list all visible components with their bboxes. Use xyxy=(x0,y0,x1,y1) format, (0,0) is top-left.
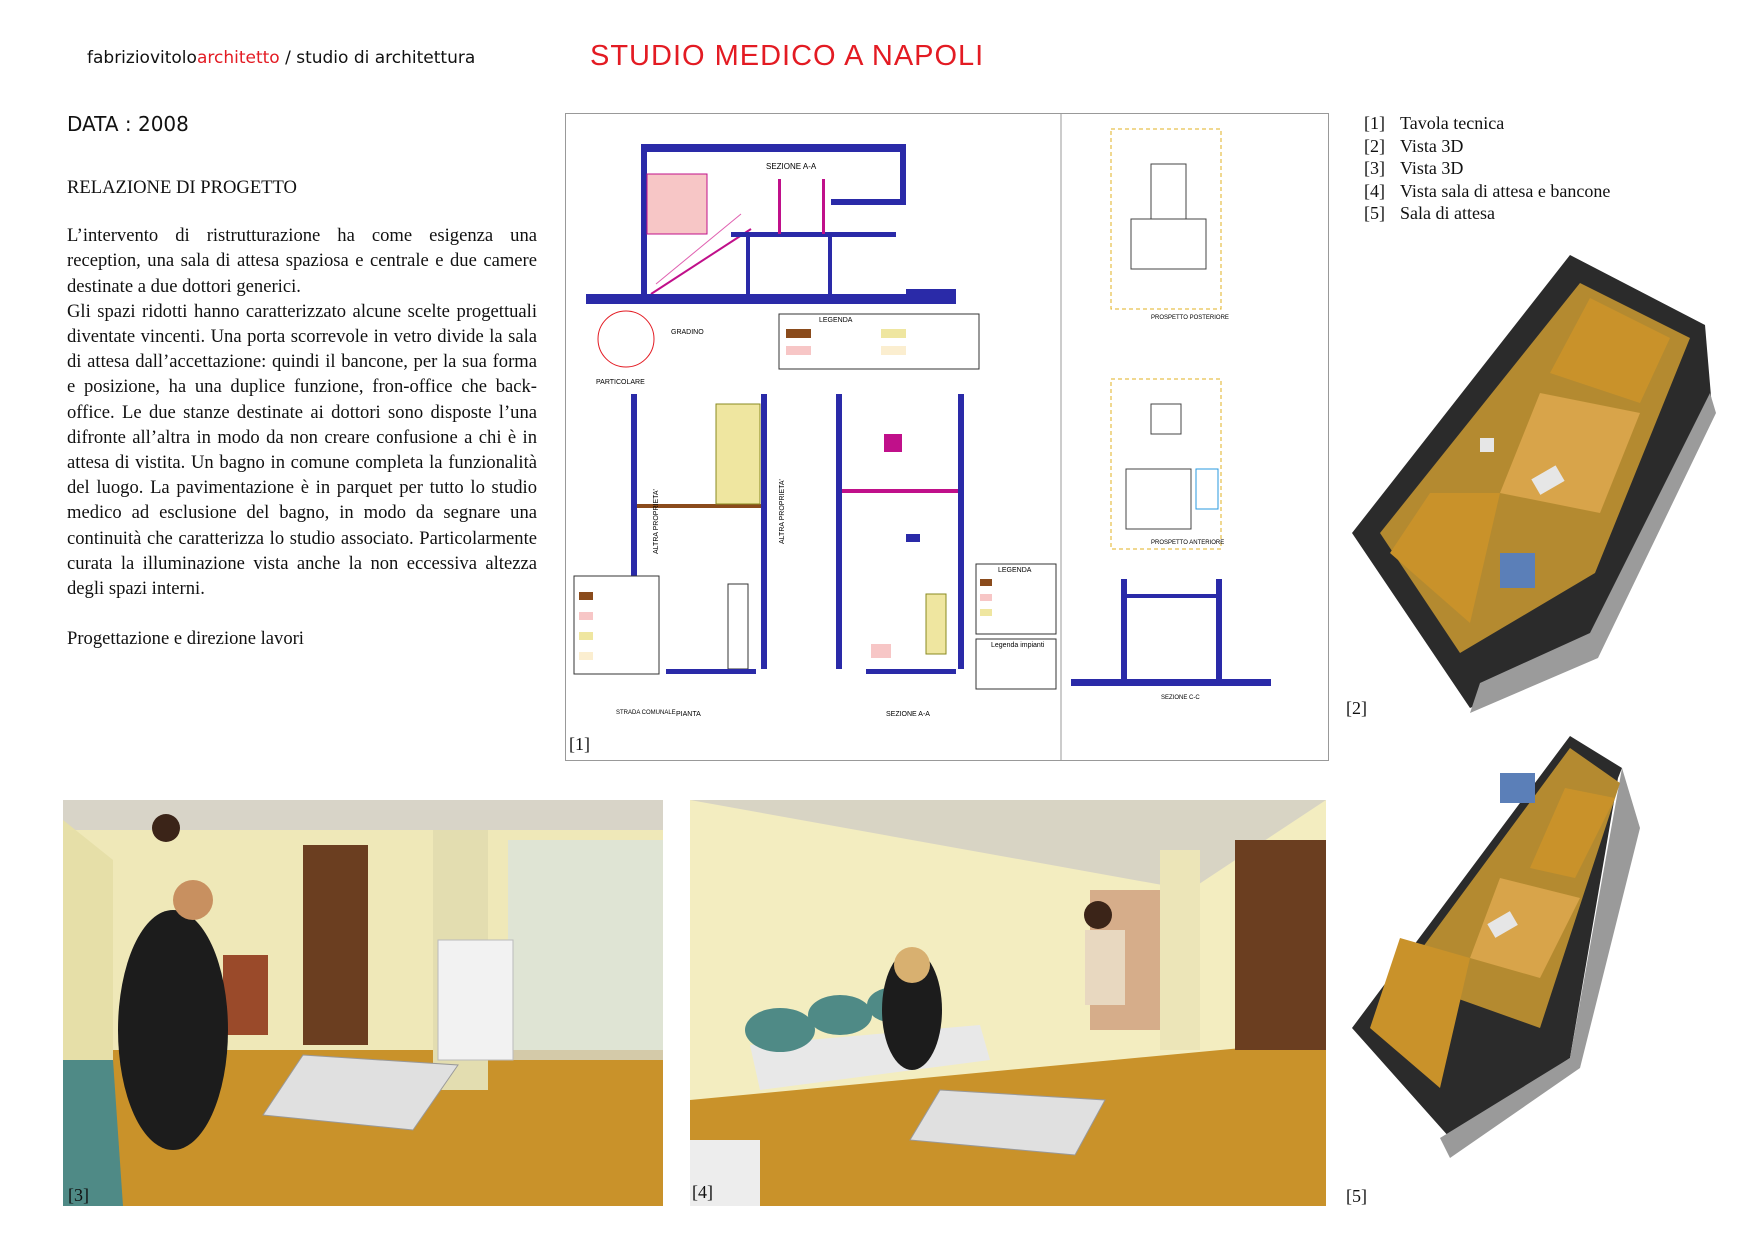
drawing-label: PROSPETTO ANTERIORE xyxy=(1151,540,1225,546)
waiting-room-scene xyxy=(690,800,1326,1206)
drawing-label: LEGENDA xyxy=(998,567,1032,574)
legend-item: [4] Vista sala di attesa e bancone xyxy=(1364,180,1611,201)
drawing-label: SEZIONE A-A xyxy=(886,711,930,718)
caption-2: [2] xyxy=(1346,698,1367,718)
report-heading: RELAZIONE DI PROGETTO xyxy=(67,177,297,198)
drawing-label: PROSPETTO POSTERIORE xyxy=(1151,315,1229,321)
drawing-label: PARTICOLARE xyxy=(596,379,645,386)
drawing-label: ALTRA PROPRIETA' xyxy=(779,479,786,544)
drawing-label: GRADINO xyxy=(671,329,704,336)
drawing-label: STRADA COMUNALE xyxy=(616,710,676,716)
brand-name-accent: architetto xyxy=(196,48,280,68)
project-date: DATA : 2008 xyxy=(67,112,189,136)
drawing-label: PIANTA xyxy=(676,711,701,718)
brand-name: fabriziovitolo xyxy=(87,48,197,68)
floor-plan-left xyxy=(574,394,786,718)
drawing-label: SEZIONE A-A xyxy=(766,162,817,171)
floor-plan-right xyxy=(836,394,1056,718)
brand-logo xyxy=(87,48,475,68)
drawing-label: Legenda impianti xyxy=(991,642,1045,649)
interior-render-4 xyxy=(690,800,1326,1206)
brand-tagline: / studio di architettura xyxy=(279,48,476,68)
report-paragraph-3: Progettazione e direzione lavori xyxy=(67,628,304,650)
caption-4: [4] xyxy=(692,1182,713,1202)
legend-item: [2] Vista 3D xyxy=(1364,135,1464,156)
legend-box-top xyxy=(779,314,979,369)
caption-1: [1] xyxy=(569,734,590,754)
axonometric-view-2 xyxy=(1340,243,1750,713)
legend-item: [1] Tavola tecnica xyxy=(1364,113,1505,133)
drawing-label: ALTRA PROPRIETA' xyxy=(653,489,660,554)
technical-drawing xyxy=(566,114,1328,760)
caption-3: [3] xyxy=(68,1185,89,1205)
axonometric-render xyxy=(1340,728,1750,1198)
axonometric-view-5 xyxy=(1340,728,1750,1198)
caption-5: [5] xyxy=(1346,1186,1367,1206)
project-report xyxy=(67,175,537,651)
axonometric-render xyxy=(1340,243,1750,713)
report-paragraph-2: Gli spazi ridotti hanno caratterizzato alcune scelte progettuali diventate vincenti. Una porta scorrevole in vetro divide la sala di attesa dall’accettazione: quindi il bancone, per la sua forma e posizione, ha una duplice funzione, fron-office che back-office. Le due stanze destinate ai dottori sono disposte l’una difronte all’altra in modo da non creare confusione a chi è in attesa di vistita. Un bagno in comune completa la funzionalità del luogo. La pavimentazione è in parquet per tutto lo studio medico ad esclusione del bagno, in modo da segnare una continuità che caratterizza lo studio associato. Particolarmente curata la illuminazione vista anche la non eccessiva altezza degli spazi interni. xyxy=(67,300,537,600)
drawing-label: SEZIONE C-C xyxy=(1161,695,1200,701)
report-paragraph-1: L’intervento di ristrutturazione ha come esigenza una reception, una sala di attesa spaziosa e centrale e due camere destinate a due dottori generici. xyxy=(67,225,537,297)
elevations xyxy=(1071,129,1271,701)
legend-item: [5] Sala di attesa xyxy=(1364,203,1495,224)
legend-item: [3] Vista 3D xyxy=(1364,158,1464,179)
interior-scene xyxy=(63,800,663,1206)
image-legend xyxy=(1364,112,1610,225)
page-title: STUDIO MEDICO A NAPOLI xyxy=(590,40,985,72)
drawing-label: LEGENDA xyxy=(819,317,853,324)
interior-render-3 xyxy=(63,800,663,1206)
technical-drawing-panel xyxy=(565,113,1329,761)
